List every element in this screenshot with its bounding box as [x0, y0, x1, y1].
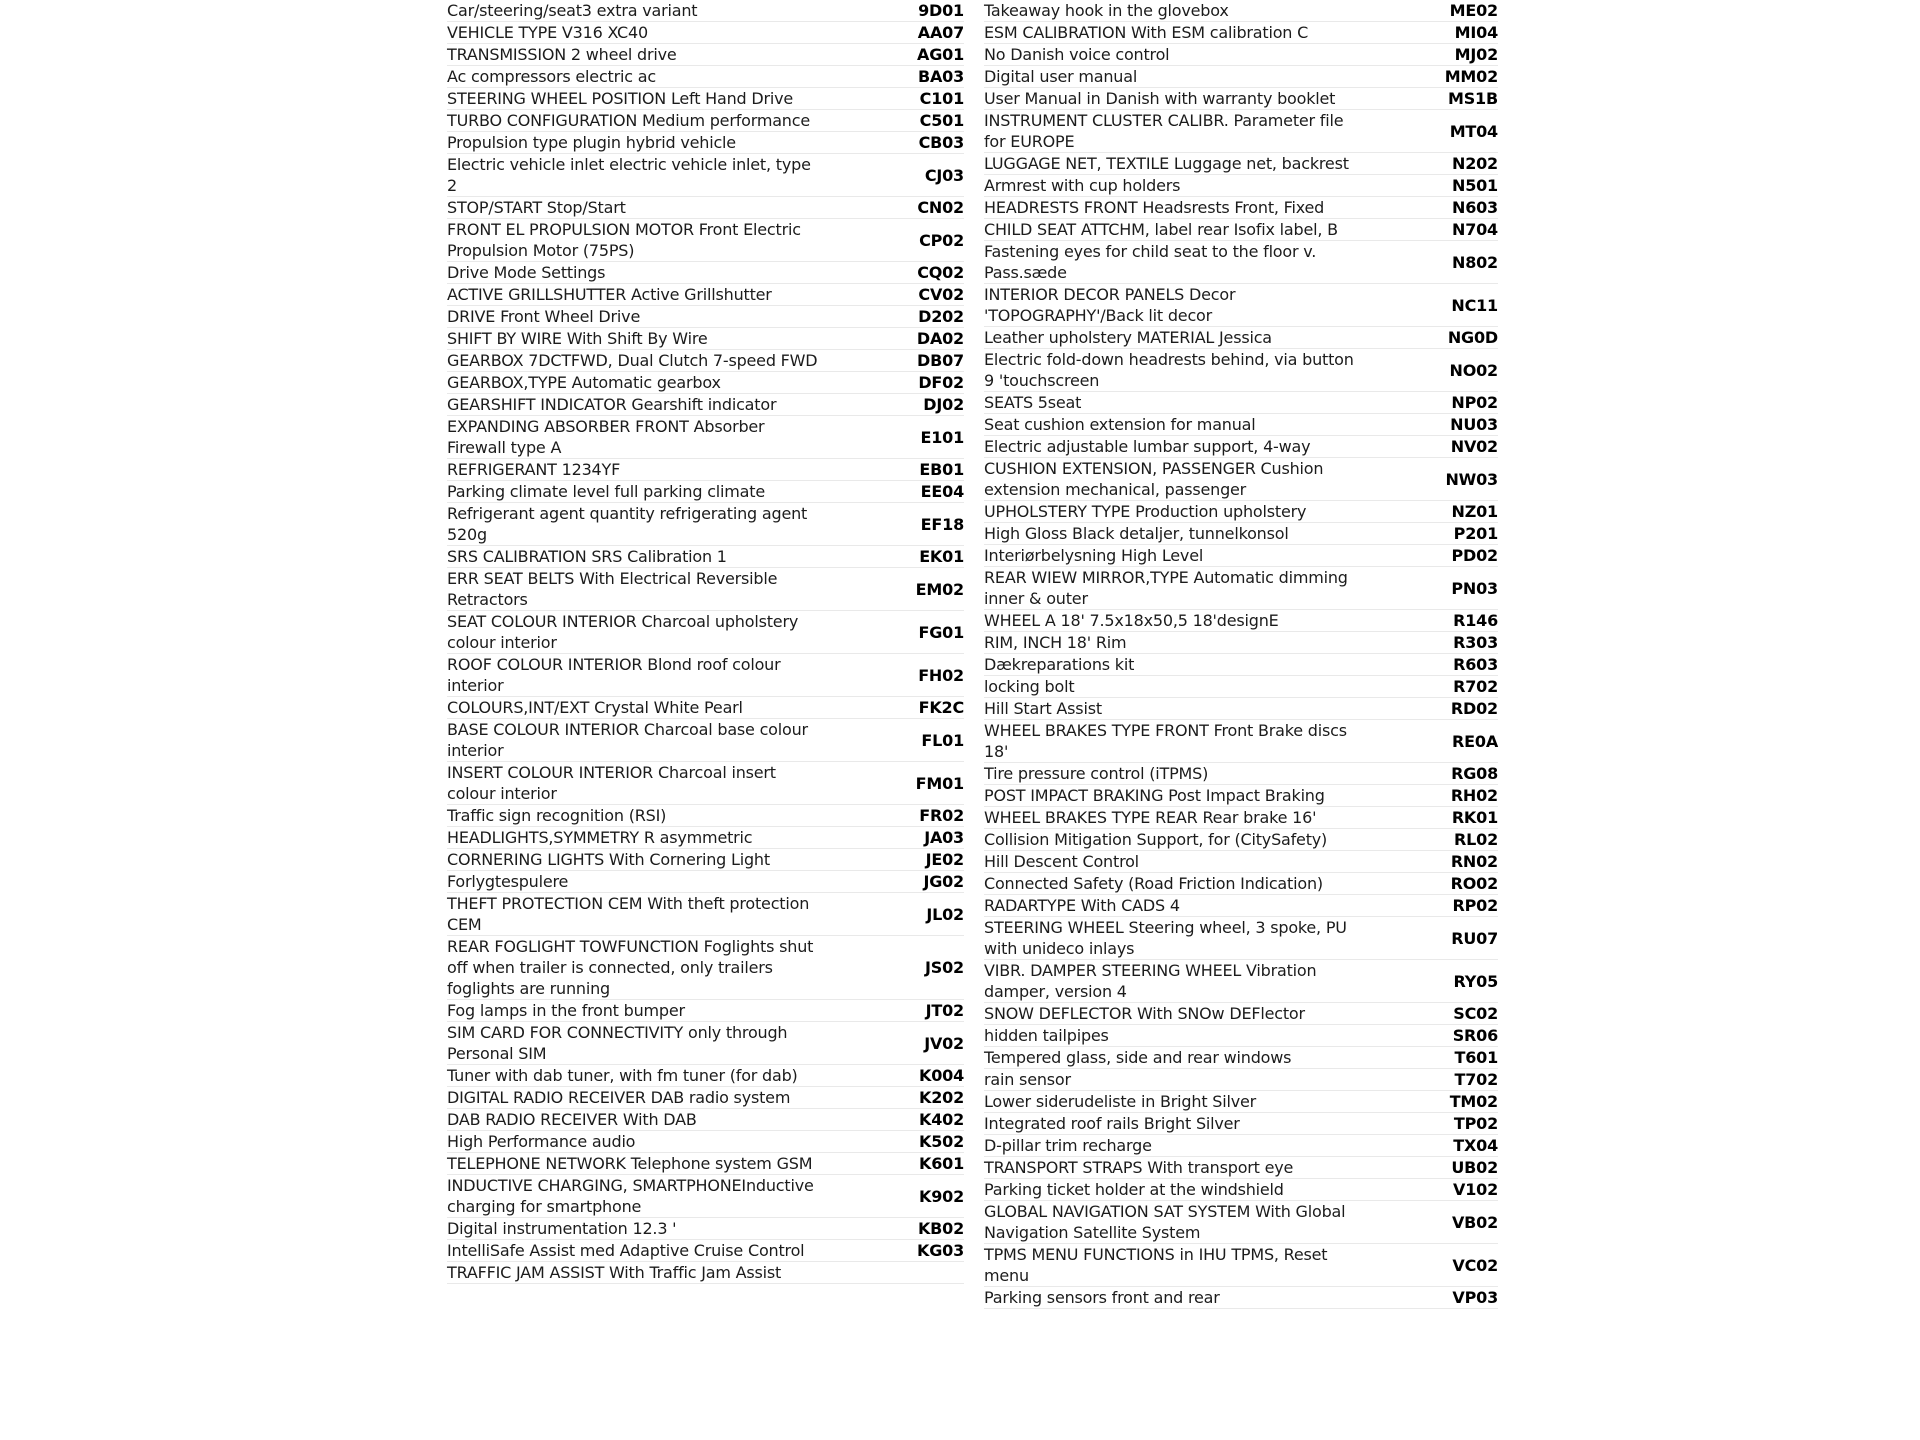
option-description: Forlygtespulere	[447, 872, 569, 891]
option-row	[984, 1113, 1498, 1135]
option-code: N802	[1452, 252, 1498, 272]
option-code: CP02	[919, 230, 964, 250]
option-code: R603	[1453, 655, 1498, 674]
option-description: THEFT PROTECTION CEM With theft protection CEM	[447, 894, 810, 934]
option-row	[447, 697, 964, 719]
option-code: JT02	[925, 1001, 964, 1020]
option-code: RE0A	[1452, 731, 1498, 751]
option-description: SIM CARD FOR CONNECTIVITY only through Personal SIM	[447, 1023, 788, 1063]
option-row	[447, 611, 964, 654]
option-description: INDUCTIVE CHARGING, SMARTPHONEInductive charging for smartphone	[447, 1176, 814, 1216]
option-description: GEARBOX 7DCTFWD, Dual Clutch 7-speed FWD	[447, 351, 818, 370]
option-description: Hill Descent Control	[984, 852, 1139, 871]
option-row	[447, 416, 964, 459]
option-code: RG08	[1451, 764, 1498, 783]
option-description: Tempered glass, side and rear windows	[984, 1048, 1292, 1067]
option-row	[984, 676, 1498, 698]
option-row	[984, 327, 1498, 349]
option-row	[984, 720, 1498, 763]
option-description: Propulsion type plugin hybrid vehicle	[447, 133, 736, 152]
option-row	[447, 372, 964, 394]
option-description: Parking ticket holder at the windshield	[984, 1180, 1284, 1199]
option-row	[447, 197, 964, 219]
option-row	[984, 153, 1498, 175]
option-description: STEERING WHEEL POSITION Left Hand Drive	[447, 89, 794, 108]
option-description: REFRIGERANT 1234YF	[447, 460, 621, 479]
option-description: DRIVE Front Wheel Drive	[447, 307, 641, 326]
option-description: Ac compressors electric ac	[447, 67, 656, 86]
option-row	[984, 1091, 1498, 1113]
option-row	[984, 349, 1498, 392]
option-row	[984, 219, 1498, 241]
option-row	[447, 154, 964, 197]
option-row	[984, 501, 1498, 523]
option-code: EE04	[920, 482, 964, 501]
option-description: Seat cushion extension for manual	[984, 415, 1256, 434]
option-description: hidden tailpipes	[984, 1026, 1109, 1045]
option-code: V102	[1453, 1180, 1498, 1199]
option-code: FG01	[918, 622, 964, 642]
option-code: JA03	[924, 828, 964, 847]
option-row	[984, 632, 1498, 654]
option-code: N603	[1452, 198, 1498, 217]
option-description: GEARBOX,TYPE Automatic gearbox	[447, 373, 721, 392]
option-code: R702	[1453, 677, 1498, 696]
option-description: SRS CALIBRATION SRS Calibration 1	[447, 547, 727, 566]
option-description: Electric adjustable lumbar support, 4-way	[984, 437, 1311, 456]
option-code: N202	[1452, 154, 1498, 173]
option-code: RU07	[1451, 928, 1498, 948]
option-row	[447, 459, 964, 481]
option-code: NP02	[1451, 393, 1498, 412]
option-row	[984, 654, 1498, 676]
option-row	[984, 88, 1498, 110]
option-code: EF18	[920, 514, 964, 534]
option-description: No Danish voice control	[984, 45, 1170, 64]
option-row	[447, 262, 964, 284]
option-code: JV02	[924, 1033, 964, 1053]
option-code: NO02	[1449, 360, 1498, 380]
option-row	[984, 829, 1498, 851]
option-code: DF02	[918, 373, 964, 392]
option-code: K004	[919, 1066, 964, 1085]
option-code: RL02	[1454, 830, 1498, 849]
option-row	[447, 503, 964, 546]
option-description: FRONT EL PROPULSION MOTOR Front Electric Propulsion Motor (75PS)	[447, 220, 801, 260]
option-code: DA02	[916, 329, 964, 348]
option-code: RH02	[1450, 786, 1498, 805]
option-row	[447, 328, 964, 350]
option-row	[447, 1109, 964, 1131]
option-code: NW03	[1445, 469, 1498, 489]
option-description: REAR FOGLIGHT TOWFUNCTION Foglights shut off when trailer is connected, only trailers foglights are running	[447, 937, 814, 998]
option-row	[447, 219, 964, 262]
option-code: CV02	[918, 285, 964, 304]
option-code: ME02	[1449, 1, 1498, 20]
option-row	[447, 936, 964, 1000]
option-code: RK01	[1451, 808, 1498, 827]
option-description: Digital user manual	[984, 67, 1138, 86]
option-row	[447, 481, 964, 503]
option-description: WHEEL BRAKES TYPE FRONT Front Brake discs 18'	[984, 721, 1347, 761]
option-description: Digital instrumentation 12.3 '	[447, 1219, 677, 1238]
option-row	[447, 350, 964, 372]
option-code: SC02	[1453, 1004, 1498, 1023]
option-code: K902	[919, 1186, 964, 1206]
option-code: BA03	[917, 67, 964, 86]
option-code: E101	[920, 427, 964, 447]
option-code: C501	[919, 111, 964, 130]
option-description: ESM CALIBRATION With ESM calibration C	[984, 23, 1309, 42]
option-row	[984, 66, 1498, 88]
option-row	[447, 110, 964, 132]
option-description: POST IMPACT BRAKING Post Impact Braking	[984, 786, 1325, 805]
option-code: CN02	[917, 198, 964, 217]
option-row	[984, 1179, 1498, 1201]
option-row	[984, 523, 1498, 545]
option-code: TP02	[1453, 1114, 1498, 1133]
option-description: BASE COLOUR INTERIOR Charcoal base colour interior	[447, 720, 808, 760]
option-code: MJ02	[1454, 45, 1498, 64]
option-row	[984, 917, 1498, 960]
option-description: VEHICLE TYPE V316 XC40	[447, 23, 648, 42]
option-code: FH02	[918, 665, 964, 685]
option-description: RADARTYPE With CADS 4	[984, 896, 1180, 915]
option-row	[984, 1069, 1498, 1091]
option-description: Car/steering/seat3 extra variant	[447, 1, 698, 20]
option-description: Interiørbelysning High Level	[984, 546, 1204, 565]
option-row	[447, 44, 964, 66]
option-row	[447, 1240, 964, 1262]
option-row	[447, 568, 964, 611]
option-row	[984, 414, 1498, 436]
option-code: NU03	[1450, 415, 1498, 434]
option-description: HEADRESTS FRONT Headsrests Front, Fixed	[984, 198, 1325, 217]
option-code: PN03	[1451, 578, 1498, 598]
option-code: MS1B	[1448, 89, 1498, 108]
option-code: JL02	[926, 904, 964, 924]
option-description: SHIFT BY WIRE With Shift By Wire	[447, 329, 708, 348]
option-row	[984, 851, 1498, 873]
option-description: rain sensor	[984, 1070, 1071, 1089]
option-row	[984, 1135, 1498, 1157]
option-row	[447, 132, 964, 154]
option-row	[447, 306, 964, 328]
option-row	[447, 1131, 964, 1153]
option-code: T601	[1454, 1048, 1498, 1067]
options-column-right	[984, 0, 1498, 1309]
option-row	[984, 807, 1498, 829]
option-description: Collision Mitigation Support, for (CitySafety)	[984, 830, 1328, 849]
option-row	[447, 22, 964, 44]
option-description: GLOBAL NAVIGATION SAT SYSTEM With Global Navigation Satellite System	[984, 1202, 1346, 1242]
option-code: NC11	[1451, 295, 1498, 315]
option-row	[984, 1201, 1498, 1244]
option-description: DAB RADIO RECEIVER With DAB	[447, 1110, 697, 1129]
option-description: Electric fold-down headrests behind, via button 9 'touchscreen	[984, 350, 1354, 390]
option-description: IntelliSafe Assist med Adaptive Cruise Control	[447, 1241, 805, 1260]
option-row	[447, 654, 964, 697]
option-code: K601	[919, 1154, 964, 1173]
option-description: High Performance audio	[447, 1132, 636, 1151]
option-description: Refrigerant agent quantity refrigerating agent 520g	[447, 504, 808, 544]
option-row	[447, 849, 964, 871]
option-description: DIGITAL RADIO RECEIVER DAB radio system	[447, 1088, 791, 1107]
option-code: R303	[1453, 633, 1498, 652]
option-row	[447, 546, 964, 568]
option-code: PD02	[1451, 546, 1498, 565]
option-description: TRANSMISSION 2 wheel drive	[447, 45, 677, 64]
option-row	[984, 785, 1498, 807]
option-row	[447, 1175, 964, 1218]
option-row	[447, 762, 964, 805]
option-code: CQ02	[917, 263, 964, 282]
option-description: Parking sensors front and rear	[984, 1288, 1220, 1307]
option-code: KG03	[917, 1241, 964, 1260]
option-code: RO02	[1450, 874, 1498, 893]
option-code: FK2C	[918, 698, 964, 717]
option-description: SNOW DEFLECTOR With SNOw DEFlector	[984, 1004, 1305, 1023]
option-row	[984, 545, 1498, 567]
option-code: AA07	[917, 23, 964, 42]
option-code: DJ02	[923, 395, 964, 414]
option-code: EB01	[919, 460, 964, 479]
option-row	[447, 1000, 964, 1022]
option-row	[984, 1157, 1498, 1179]
option-description: ACTIVE GRILLSHUTTER Active Grillshutter	[447, 285, 772, 304]
option-description: Lower siderudeliste in Bright Silver	[984, 1092, 1257, 1111]
option-row	[447, 827, 964, 849]
option-description: STEERING WHEEL Steering wheel, 3 spoke, PU with unideco inlays	[984, 918, 1347, 958]
option-code: RN02	[1450, 852, 1498, 871]
option-description: HEADLIGHTS,SYMMETRY R asymmetric	[447, 828, 753, 847]
option-row	[447, 1065, 964, 1087]
option-code: TX04	[1453, 1136, 1498, 1155]
option-row	[447, 0, 964, 22]
option-code: RP02	[1452, 896, 1498, 915]
option-description: TELEPHONE NETWORK Telephone system GSM	[447, 1154, 813, 1173]
option-code: K402	[919, 1110, 964, 1129]
option-description: Electric vehicle inlet electric vehicle inlet, type 2	[447, 155, 811, 195]
option-row	[447, 805, 964, 827]
option-row	[984, 873, 1498, 895]
option-code: P201	[1453, 524, 1498, 543]
option-description: Takeaway hook in the glovebox	[984, 1, 1229, 20]
option-code: CJ03	[924, 165, 964, 185]
option-description: STOP/START Stop/Start	[447, 198, 626, 217]
option-row	[984, 1025, 1498, 1047]
option-row	[984, 1244, 1498, 1287]
option-description: ROOF COLOUR INTERIOR Blond roof colour interior	[447, 655, 781, 695]
option-code: FM01	[915, 773, 964, 793]
option-code: NV02	[1450, 437, 1498, 456]
option-row	[984, 895, 1498, 917]
option-description: TRANSPORT STRAPS With transport eye	[984, 1158, 1294, 1177]
option-code: K202	[919, 1088, 964, 1107]
option-row	[447, 1218, 964, 1240]
option-row	[447, 893, 964, 936]
option-description: TPMS MENU FUNCTIONS in IHU TPMS, Reset menu	[984, 1245, 1328, 1285]
option-code: NG0D	[1447, 328, 1498, 347]
option-description: Hill Start Assist	[984, 699, 1102, 718]
option-row	[984, 44, 1498, 66]
option-row	[447, 88, 964, 110]
option-row	[447, 1087, 964, 1109]
option-code: T702	[1454, 1070, 1498, 1089]
option-row	[984, 698, 1498, 720]
option-code: KB02	[917, 1219, 964, 1238]
option-description: Dækreparations kit	[984, 655, 1135, 674]
option-description: CHILD SEAT ATTCHM, label rear Isofix label, B	[984, 220, 1338, 239]
option-description: CORNERING LIGHTS With Cornering Light	[447, 850, 770, 869]
option-description: Armrest with cup holders	[984, 176, 1181, 195]
option-description: Drive Mode Settings	[447, 263, 606, 282]
option-code: EM02	[915, 579, 964, 599]
option-row	[447, 66, 964, 88]
option-code: JE02	[925, 850, 964, 869]
option-row	[984, 960, 1498, 1003]
option-code: MT04	[1449, 121, 1498, 141]
option-row	[447, 394, 964, 416]
option-description: EXPANDING ABSORBER FRONT Absorber Firewall type A	[447, 417, 765, 457]
option-row	[984, 284, 1498, 327]
option-description: Parking climate level full parking climate	[447, 482, 765, 501]
option-row	[984, 1287, 1498, 1309]
option-description: Fog lamps in the front bumper	[447, 1001, 685, 1020]
option-description: High Gloss Black detaljer, tunnelkonsol	[984, 524, 1289, 543]
option-code: CB03	[918, 133, 964, 152]
option-row	[984, 1003, 1498, 1025]
option-code: MI04	[1454, 23, 1498, 42]
option-row	[447, 1022, 964, 1065]
option-code: VB02	[1451, 1212, 1498, 1232]
option-code: RY05	[1453, 971, 1498, 991]
option-code: VC02	[1452, 1255, 1498, 1275]
option-row	[984, 241, 1498, 284]
option-description: WHEEL A 18' 7.5x18x50,5 18'designE	[984, 611, 1279, 630]
option-code: DB07	[917, 351, 964, 370]
option-row	[984, 22, 1498, 44]
option-code: TM02	[1449, 1092, 1498, 1111]
option-code: D202	[918, 307, 964, 326]
option-row	[984, 175, 1498, 197]
option-code: C101	[919, 89, 964, 108]
option-description: TRAFFIC JAM ASSIST With Traffic Jam Assist	[447, 1263, 782, 1282]
option-code: EK01	[919, 547, 964, 566]
option-description: INSERT COLOUR INTERIOR Charcoal insert colour interior	[447, 763, 776, 803]
option-description: Tuner with dab tuner, with fm tuner (for dab)	[447, 1066, 798, 1085]
option-row	[984, 458, 1498, 501]
option-row	[984, 763, 1498, 785]
option-description: RIM, INCH 18' Rim	[984, 633, 1127, 652]
option-description: D-pillar trim recharge	[984, 1136, 1152, 1155]
option-code: JG02	[923, 872, 964, 891]
option-code: RD02	[1450, 699, 1498, 718]
option-code: JS02	[925, 958, 964, 977]
option-description: VIBR. DAMPER STEERING WHEEL Vibration damper, version 4	[984, 961, 1317, 1001]
option-code: NZ01	[1451, 502, 1498, 521]
option-description: Integrated roof rails Bright Silver	[984, 1114, 1240, 1133]
option-row	[984, 436, 1498, 458]
option-code: FL01	[921, 730, 964, 750]
option-description: REAR WIEW MIRROR,TYPE Automatic dimming inner & outer	[984, 568, 1348, 608]
option-code: N704	[1452, 220, 1498, 239]
option-description: Traffic sign recognition (RSI)	[447, 806, 667, 825]
option-row	[984, 110, 1498, 153]
option-description: GEARSHIFT INDICATOR Gearshift indicator	[447, 395, 777, 414]
option-description: Leather upholstery MATERIAL Jessica	[984, 328, 1272, 347]
option-row	[984, 610, 1498, 632]
option-code: AG01	[917, 45, 964, 64]
option-row	[447, 284, 964, 306]
option-code: N501	[1452, 176, 1498, 195]
option-description: locking bolt	[984, 677, 1075, 696]
option-row	[447, 1153, 964, 1175]
option-code: SR06	[1452, 1026, 1498, 1045]
option-description: UPHOLSTERY TYPE Production upholstery	[984, 502, 1307, 521]
option-code: MM02	[1444, 67, 1498, 86]
option-row	[984, 0, 1498, 22]
option-description: INTERIOR DECOR PANELS Decor 'TOPOGRAPHY'/Back lit decor	[984, 285, 1236, 325]
option-description: User Manual in Danish with warranty booklet	[984, 89, 1336, 108]
option-description: SEAT COLOUR INTERIOR Charcoal upholstery colour interior	[447, 612, 799, 652]
option-description: ERR SEAT BELTS With Electrical Reversible Retractors	[447, 569, 778, 609]
option-row	[984, 392, 1498, 414]
option-row	[984, 567, 1498, 610]
option-description: TURBO CONFIGURATION Medium performance	[447, 111, 810, 130]
option-row	[447, 871, 964, 893]
options-column-left	[447, 0, 964, 1284]
option-code: 9D01	[918, 1, 964, 20]
option-description: CUSHION EXTENSION, PASSENGER Cushion extension mechanical, passenger	[984, 459, 1324, 499]
option-row	[984, 197, 1498, 219]
option-code: K502	[919, 1132, 964, 1151]
option-row	[447, 1262, 964, 1284]
option-description: Fastening eyes for child seat to the floor v. Pass.sæde	[984, 242, 1317, 282]
option-code: FR02	[919, 806, 964, 825]
option-description: COLOURS,INT/EXT Crystal White Pearl	[447, 698, 743, 717]
option-description: Connected Safety (Road Friction Indication)	[984, 874, 1323, 893]
option-row	[447, 719, 964, 762]
option-description: LUGGAGE NET, TEXTILE Luggage net, backrest	[984, 154, 1349, 173]
option-description: INSTRUMENT CLUSTER CALIBR. Parameter file for EUROPE	[984, 111, 1344, 151]
option-code: VP03	[1452, 1288, 1498, 1307]
option-description: SEATS 5seat	[984, 393, 1082, 412]
option-description: Tire pressure control (iTPMS)	[984, 764, 1209, 783]
option-code: R146	[1453, 611, 1498, 630]
option-row	[984, 1047, 1498, 1069]
option-code: UB02	[1451, 1158, 1498, 1177]
option-description: WHEEL BRAKES TYPE REAR Rear brake 16'	[984, 808, 1317, 827]
